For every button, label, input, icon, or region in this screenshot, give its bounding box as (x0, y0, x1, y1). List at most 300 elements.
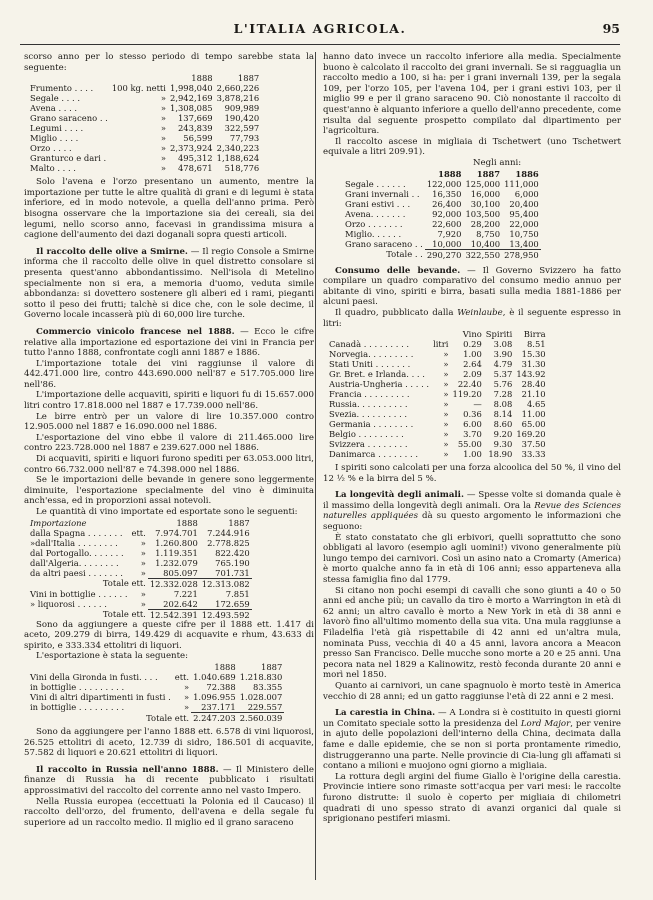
cell-value: 20,400 (509, 198, 539, 209)
paragraph: Sono da aggiungere per l'anno 1888 ett. 6.578 di vini liquorosi, 26.525 ettolitri di aceto, 12.739 di sidro, 186.501 di acquavite, 57.582 di liquori e 20.621 ettolitri di liquori. (24, 726, 314, 759)
table-row (327, 389, 548, 399)
cell-value: 22.40 (457, 379, 482, 390)
total-row (343, 249, 541, 260)
cell-value: 10,750 (509, 228, 539, 239)
table-row (28, 672, 284, 682)
section-smirne (24, 247, 314, 321)
cell-value: 202.642 (163, 598, 198, 609)
row-label: Orzo . . . . (30, 143, 72, 154)
table-row (28, 599, 252, 610)
row-label: Vini in bottiglie . . . . . . (30, 588, 128, 599)
section-text: — Ecco le cifre relative alla importazione ed esportazione dei vini in Francia per tutto l'anno 1888, confrontate cogli anni 1887 e 1886. (24, 326, 314, 359)
cell-value: » (140, 588, 146, 599)
cell-value: 143.92 (516, 369, 546, 380)
section-cina (323, 708, 621, 772)
cell-value: 3,878,216 (216, 93, 260, 104)
cell-value: 9.20 (493, 429, 513, 440)
row-label: dalla Spagna . . . . . . . (30, 527, 123, 538)
row-label: Grani invernali . . (345, 188, 420, 199)
cell-value: 2,660,226 (216, 83, 260, 94)
cell-value: » (160, 143, 166, 154)
russia-harvest-table (343, 169, 541, 260)
cell-value: 237.171 (201, 701, 236, 712)
paragraph: Nella Russia europea (eccettuati la Polonia ed il Caucaso) il raccolto dell'orzo, del frumento, dell'avena e della segale fu superiore ad un raccolto medio. Il miglio ed il grano saraceno (24, 796, 314, 828)
total-value: 278,950 (504, 249, 539, 260)
row-label: Grano saraceno . . (345, 238, 423, 249)
cell-value: 7.28 (493, 389, 513, 400)
cell-value: 30,100 (470, 198, 501, 209)
paragraph: L'esportazione del vino ebbe il valore di 211.465.000 lire contro 223.728.000 nel 1887 e 239.627.000 nel 1886. (24, 432, 314, 454)
cell-value: 495,312 (177, 153, 213, 164)
table-row (28, 83, 261, 93)
column-header: Vino (462, 329, 482, 340)
cell-value: » (140, 547, 146, 558)
cell-value: 1.119.351 (155, 547, 198, 558)
total-row (28, 609, 252, 620)
row-label: Avena . . . . (30, 103, 78, 114)
page-number: 95 (602, 21, 620, 36)
row-label: Avena. . . . . . . (345, 208, 406, 219)
text-run: , è il seguente espresso in litri: (323, 307, 621, 329)
row-label: Segale . . . . . . (345, 178, 406, 189)
wine-import-table (28, 518, 252, 620)
table-row (28, 163, 261, 173)
row-label: Frumento . . . . (30, 83, 94, 94)
cell-value: 1,998,040 (169, 83, 213, 94)
title-name: Lord Major (520, 718, 571, 729)
cell-value: » (160, 163, 166, 174)
paragraph: L'esportazione è stata la seguente: (36, 651, 189, 662)
cell-value: — (473, 399, 482, 410)
total-row (28, 712, 284, 723)
cell-value: » (160, 103, 166, 114)
cell-value: 2.778.825 (207, 537, 250, 548)
year-header: 1887 (228, 517, 250, 528)
table-row (343, 229, 541, 239)
cell-value: 7.851 (225, 588, 250, 599)
row-label: Stati Uniti . . . . . . . (329, 359, 411, 370)
cell-value: 31.30 (521, 359, 546, 370)
cell-value: 8.14 (493, 409, 513, 420)
cell-value: 3.08 (493, 339, 513, 350)
paragraph (323, 308, 621, 329)
cell-value: 822.420 (215, 547, 250, 558)
row-label: Danimarca . . . . . . . . (329, 449, 418, 460)
cell-value: 169.20 (516, 429, 546, 440)
year-header: 1888 (438, 168, 462, 179)
cell-value: 22,600 (432, 218, 462, 229)
cell-value: 13,400 (509, 238, 539, 249)
cell-value: 3.90 (493, 349, 513, 360)
cell-value: 72.388 (206, 681, 236, 692)
cell-value: » (443, 349, 449, 360)
paragraph: I spiriti sono calcolati per una forza alcoolica del 50 %, il vino del 12 ½ % e la birra del 5 %. (323, 463, 621, 484)
cell-value: 28.40 (521, 379, 546, 390)
total-value: 12.332.028 (149, 578, 198, 589)
cell-value: 2.09 (463, 369, 482, 380)
cell-value: » (140, 598, 146, 609)
cell-value: 1.260.800 (155, 537, 198, 548)
row-label: Grano saraceno . . (30, 113, 108, 124)
cell-value: 1.028.007 (239, 691, 283, 702)
row-label: Orzo . . . . . . . (345, 218, 403, 229)
section-heading: Il raccolto delle olive a Smirne. (36, 246, 188, 257)
section-text: — Il Governo Svizzero ha fatto compilare un quadro comparativo del consumo medio annuo per abitante di vino, spiriti e birra, basati sulla media 1881-1886 per alcuni paesi. (323, 265, 621, 308)
table-row (28, 692, 284, 702)
row-label: »dall'Italia . . . . . . . . (30, 537, 118, 548)
cell-value: » (160, 93, 166, 104)
row-label: Vini della Gironda in fusti. . . . (30, 671, 158, 682)
cell-value: 10,000 (432, 238, 462, 249)
cell-value: 7.221 (173, 588, 198, 599)
table-row (343, 219, 541, 229)
cell-value: » (160, 133, 166, 144)
cell-value: ett. (131, 527, 146, 538)
cell-value: 33.33 (521, 449, 546, 460)
row-label: Malto . . . . (30, 163, 76, 174)
page-header (20, 21, 620, 42)
cell-value: 16,000 (470, 188, 501, 199)
cell-value: 7.974.701 (155, 527, 198, 538)
cell-value: 1.040.689 (193, 671, 236, 682)
table-row (28, 143, 261, 153)
total-label: Totale ett. (102, 578, 146, 589)
cell-value: 5.76 (493, 379, 513, 390)
section-heading: La carestia in China. (335, 708, 436, 719)
row-label: Svezia. . . . . . . . . . (329, 409, 408, 420)
total-row (28, 578, 252, 589)
section-consumo (323, 266, 621, 308)
cell-value: » (443, 389, 449, 400)
cell-value: » (443, 379, 449, 390)
row-label: Austria-Ungheria . . . . . (329, 379, 430, 390)
table-row (327, 379, 548, 389)
table-row (327, 439, 548, 449)
cell-value: 7.244.916 (207, 527, 250, 538)
consumption-rows (327, 339, 548, 459)
section-heading: Il raccolto in Russia nell'anno 1888. (36, 764, 219, 775)
right-column (323, 52, 621, 825)
cell-value: 2.64 (463, 359, 482, 370)
cell-value: » (443, 359, 449, 370)
cell-value: 18.90 (488, 449, 513, 460)
cell-value: 4.79 (493, 359, 513, 370)
row-label: dall'Algeria. . . . . . . . (30, 557, 119, 568)
table-subhead: Importazione (30, 517, 87, 528)
row-label: Miglio . . . . (30, 133, 79, 144)
cell-value: 95,400 (509, 208, 539, 219)
cell-value: 5.37 (493, 369, 513, 380)
cell-value: » (443, 409, 449, 420)
total-label: Totale ett. (102, 609, 146, 620)
cell-value: 1.218.830 (239, 671, 283, 682)
paragraph: Se le importazioni delle bevande in genere sono leggermente diminuite, l'esportazione specialmente del vino è diminuita anch'essa, ed in proporzioni assai notevoli. (24, 475, 314, 507)
cell-value: 111,000 (504, 178, 539, 189)
table-row (28, 93, 261, 103)
column-header: Birra (523, 329, 546, 340)
table-row (28, 538, 252, 548)
row-label: dal Portogallo. . . . . . . (30, 547, 124, 558)
cell-value: 22,000 (509, 218, 539, 229)
total-value: 12.313.082 (201, 578, 250, 589)
section-russia (24, 765, 314, 797)
cell-value: 119.20 (452, 389, 482, 400)
cell-value: 0.36 (463, 409, 482, 420)
table-row (343, 189, 541, 199)
row-label: Russia. . . . . . . . . . (329, 399, 408, 410)
cell-value: 1.096.955 (193, 691, 236, 702)
cell-value: 10,400 (470, 238, 501, 249)
section-heading: La longevità degli animali. (335, 490, 464, 501)
cell-value: 1.00 (463, 349, 482, 360)
cell-value: 765.190 (215, 557, 250, 568)
cell-value: » (443, 399, 449, 410)
cell-value: 4.65 (526, 399, 546, 410)
cell-value: 8.60 (493, 419, 513, 430)
wine-import-rows (28, 528, 252, 579)
table-row (327, 449, 548, 459)
section-text: — Spesse volte si domanda quale è il massimo della longevità degli animali. Ora la (323, 490, 621, 511)
cell-value: 125,000 (465, 178, 501, 189)
paragraph: Le quantità di vino importate ed esportate sono le seguenti: (36, 507, 298, 517)
import-grain-table (28, 73, 261, 173)
row-label: Legumi . . . . (30, 123, 84, 134)
table-row (28, 103, 261, 113)
cell-value: 805.097 (163, 567, 198, 578)
row-label: Vini di altri dipartimenti in fusti . (30, 691, 171, 702)
total-value: 322,550 (465, 249, 501, 260)
cell-value: » (443, 369, 449, 380)
row-label: Germania . . . . . . . . (329, 419, 414, 430)
row-label: da altri paesi . . . . . . . (30, 567, 123, 578)
table-row (343, 209, 541, 219)
text-run: Il quadro, pubblicato dalla (335, 307, 458, 318)
paragraph: Quanto ai carnivori, un cane spagnuolo è morto testè in America vecchio di 28 anni; ed un gatto raggiunse l'età di 22 anni e 2 mesi. (323, 680, 621, 702)
cell-value: 7,920 (437, 228, 462, 239)
cell-value: 56,599 (183, 133, 213, 144)
wine-export-rows (28, 672, 284, 713)
table-row (343, 239, 541, 250)
section-francia (24, 327, 314, 359)
paragraph: La rottura degli argini del fiume Giallo è l'origine della carestia. Provincie intiere sono rimaste sott'acqua per vari mesi: le raccolte furono distrutte: il suolo è coperto per migliaia di chilometri quadrati di uno spesso strato di avanzi organici dal quale si sprigionano pestiferi miasmi. (323, 771, 621, 825)
cell-value: 100 kg. netti (111, 83, 166, 94)
paragraph: Sono da aggiungere a queste cifre per il 1888 ett. 1.417 di aceto, 209.279 di birra, 149.429 di acquavite e rhum, 43.633 di spirito, e 333.334 ettolitri di liquori. (24, 619, 314, 651)
year-header: 1888 (191, 73, 213, 84)
russia-harvest-rows (343, 179, 541, 250)
cell-value: 518,776 (224, 163, 260, 174)
paragraph: L'importazione totale dei vini raggiunse il valore di 442.471.000 lire, contro 443.690.000 nell'87 e 517.705.000 lire nell'86. (24, 358, 314, 390)
total-value: 12.493.592 (201, 609, 250, 620)
total-label: Totale ett. (146, 712, 190, 723)
paragraph: Solo l'avena e l'orzo presentano un aumento, mentre la importazione per tutte le altre qualità di grani e di legumi è stata inferiore, ed in modo notevole, a quella dell'anno prima. Però bisogna osservare che la importazione sia dei cereali, sia dei legumi, nello scorso anno, facevasi in grandissima misura a cagione dell'aumento dei dazi doganali sopra questi articoli. (24, 177, 314, 241)
paragraph: hanno dato invece un raccolto inferiore alla media. Specialmente buono è calcolato il raccolto dei grani invernali. Se si ragguaglia un raccolto medio a 100, si ha: per i grani invernali 139, per la segala 109, per l'orzo 105, per l'avena 104, per i grani estivi 103, per il miglio 99 e per il grano saraceno 90. Ciò nonostante il raccolto di quest'anno è alquanto inferiore a quello dell'anno precedente, come risulta dal seguente prospetto compilato dal dipartimento per l'agricoltura. (323, 52, 621, 137)
cell-value: 172.659 (215, 598, 250, 609)
cell-value: 8.51 (526, 339, 546, 350)
row-label: Svizzera . . . . . . . . (329, 439, 408, 450)
consumption-table (327, 329, 548, 459)
column-divider (315, 52, 316, 880)
total-value: 2.560.039 (239, 712, 283, 723)
cell-value: 1.232.079 (155, 557, 198, 568)
total-value: 12.542.391 (149, 609, 198, 620)
table-row (327, 429, 548, 439)
cell-value: » (443, 449, 449, 460)
cell-value: 190,420 (224, 113, 260, 124)
table-row (327, 339, 548, 349)
cell-value: 1,188,624 (216, 153, 260, 164)
cell-value: 909,989 (224, 103, 260, 114)
cell-value: 229.557 (247, 701, 283, 712)
row-label: Gr. Bret. e Irlanda. . . . (329, 369, 425, 380)
cell-value: » (183, 702, 190, 713)
section-text: — Il Ministero delle finanze di Russia ha di recente pubblicato i risultati approssimativi del raccolto del corrente anno nel vasto Impero. (24, 764, 314, 796)
cell-value: 9.30 (493, 439, 513, 450)
cell-value: 0.29 (463, 339, 482, 350)
table-row (327, 409, 548, 419)
section-heading: Commercio vinicolo francese nel 1888. (36, 326, 235, 337)
cell-value: 77,793 (229, 133, 260, 144)
cell-value: 3.70 (463, 429, 482, 440)
cell-value: » (443, 439, 449, 450)
section-text: , per venire in ajuto delle popolazioni dell'interno della China, decimata dalla fame e dalle epidemie, che se non si porta prontamente rimedio, distruggeranno una parte. Nelle provincie di Cia-lung gli affamati si contano a milioni e muojono ogni giorno a migliaia. (323, 718, 622, 772)
header-rule (20, 44, 620, 45)
row-label: Belgio . . . . . . . . . (329, 429, 404, 440)
cell-value: 28,200 (470, 218, 501, 229)
year-header: 1887 (476, 168, 501, 179)
cell-value: 11.00 (521, 409, 546, 420)
cell-value: 26,400 (432, 198, 462, 209)
section-longevita (323, 490, 621, 532)
column-header: Spiriti (485, 329, 513, 340)
total-value: 2.247.203 (193, 712, 236, 723)
year-header: 1887 (261, 661, 283, 672)
table-row (327, 359, 548, 369)
cell-value: » (140, 537, 146, 548)
import-grain-rows (28, 83, 261, 173)
cell-value: » (140, 557, 146, 568)
journal-title: L'ITALIA AGRICOLA. (233, 21, 407, 36)
table-row (343, 199, 541, 209)
paragraph: È stato constatato che gli erbivori, quelli soprattutto che sono obbligati al lavoro (esempio agli uomini!) vivono generalmente più lungo tempo dei carnivori. Così un asino nato a Cromarty (America) è morto qualche anno fa in età di 106 anni; esso apparteneva alla stessa famiglia fino dal 1779. (323, 532, 621, 586)
cell-value: 8,750 (476, 228, 501, 239)
cell-value: 92,000 (432, 208, 462, 219)
cell-value: 6.00 (463, 419, 482, 430)
section-text: — A Londra si è costituito in questi giorni un Comitato speciale sotto la presidenza del (323, 708, 622, 729)
cell-value: 65.00 (521, 419, 546, 430)
year-header: 1888 (214, 661, 236, 672)
paragraph: Il raccolto ascese in migliaia di Tschetwert (uno Tschetwert equivale a litri 209.91). (323, 136, 621, 158)
table-row (343, 179, 541, 189)
left-intro: scorso anno per lo stesso periodo di tempo sarebbe stata la seguente: (24, 52, 314, 73)
row-label: » liquorosi . . . . . . (30, 598, 107, 609)
section-text: — Il regio Console a Smirne informa che il raccolto delle olive in quel distretto consolare si presenta quest'anno abbondantissimo. Nell'isola di Metelino specialmente non si era, a memoria d'uomo, veduta simile abbondanza: si dovettero sostenere gli alberi ed i rami, pieganti sotto il peso dei frutti; talchè si dice che, con le sole decime, il Governo locale incasserà più di 60,000 lire turche. (24, 246, 314, 321)
wine-bottle-rows (28, 589, 252, 610)
total-value: 290,270 (426, 249, 462, 260)
cell-value: 16,350 (432, 188, 462, 199)
table-row (327, 369, 548, 379)
row-label: Grani estivi . . . (345, 198, 411, 209)
year-header: 1887 (237, 73, 260, 84)
paragraph: L'importazione delle acquaviti, spiriti e liquori fu di 15.657.000 litri contro 17.818.000 nel 1887 e 17.739.000 nell'86. (24, 390, 314, 412)
row-label: Canadà . . . . . . . . . (329, 339, 410, 350)
cell-value: 37.50 (521, 439, 546, 450)
paragraph: Si citano non pochi esempi di cavalli che sono giunti a 40 o 50 anni ed anche più; un cavallo da tiro è morto a Warrington in età di 62 anni; un altro cavallo è morto a New York in età di 38 anni e lavorò fino all'ultimo momento della sua vita. Una mula raggiunse a Filadelfia l'età già rispettabile di 42 anni ed un'altra mula, nominata Puss, vecchia di 40 a 45 anni, lavora ancora a Meacon presso San Francisco. Delle mucche sono morte a 20 e 25 anni. Una pecora nata nel 1829 a Kalinowitz, restò feconda durante 20 anni e morì nel 1850. (323, 585, 621, 681)
table-row (28, 682, 284, 692)
cell-value: 1.00 (463, 449, 482, 460)
left-column (24, 52, 314, 828)
table-row (327, 399, 548, 409)
publication-name: Revue des Sciences naturelles appliquées (323, 500, 621, 522)
cell-value: 243,839 (177, 123, 213, 134)
row-label: Granturco e dari . (30, 153, 107, 164)
cell-value: 21.10 (521, 389, 546, 400)
year-header: 1886 (515, 168, 539, 179)
cell-value: 122,000 (426, 178, 462, 189)
cell-value: 137,669 (177, 113, 213, 124)
cell-value: 701.731 (215, 567, 250, 578)
cell-value: 83.355 (253, 681, 283, 692)
wine-export-table (28, 662, 284, 723)
cell-value: 55.00 (457, 439, 482, 450)
row-label: in bottiglie . . . . . . . . . (30, 681, 125, 692)
table-row (28, 589, 252, 599)
paragraph: Di acquaviti, spiriti e liquori furono spediti per 63.053.000 litri, contro 66.732.000 nell'87 e 74.398.000 nel 1886. (24, 454, 314, 475)
row-label: Norvegia. . . . . . . . . (329, 349, 414, 360)
table-row (28, 558, 252, 568)
paragraph: Le birre entrò per un valore di lire 10.357.000 contro 12.905.000 nel 1887 e 16.090.000 nel 1886. (24, 411, 314, 433)
cell-value: litri (433, 339, 449, 350)
table-row (28, 123, 261, 133)
cell-value: 2,373,924 (169, 143, 213, 154)
table-caption: Negli anni: (473, 157, 522, 168)
cell-value: 103,500 (465, 208, 501, 219)
cell-value: » (140, 567, 146, 578)
cell-value: 2,942,169 (169, 93, 213, 104)
table-row (28, 113, 261, 123)
cell-value: » (160, 153, 166, 164)
cell-value: » (443, 429, 449, 440)
cell-value: » (443, 419, 449, 430)
table-row (327, 419, 548, 429)
cell-value: 322,597 (224, 123, 260, 134)
cell-value: 478,671 (177, 163, 213, 174)
row-label: in bottiglie . . . . . . . . . (30, 702, 125, 713)
table-row (28, 133, 261, 143)
table-row (28, 702, 284, 713)
table-row (28, 548, 252, 558)
row-label: Miglio. . . . . . (345, 228, 402, 239)
table-row (28, 153, 261, 163)
section-text: dà su questo argomento le informazioni che seguono: (323, 511, 621, 533)
table-row (28, 568, 252, 579)
cell-value: 6,000 (514, 188, 539, 199)
table-row (327, 349, 548, 359)
cell-value: » (160, 113, 166, 124)
cell-value: » (183, 691, 190, 702)
section-heading: Consumo delle bevande. (335, 265, 461, 276)
cell-value: 15.30 (521, 349, 546, 360)
total-label: Totale . . (386, 249, 423, 260)
table-row (28, 528, 252, 538)
cell-value: ett. (174, 671, 190, 682)
cell-value: 1,308,085 (169, 103, 213, 114)
cell-value: 8.08 (493, 399, 513, 410)
publication-name: Weinlaube (457, 307, 503, 318)
row-label: Segale . . . . (30, 93, 80, 104)
row-label: Francia . . . . . . . . . (329, 389, 410, 400)
cell-value: 2,340,223 (216, 143, 260, 154)
cell-value: » (183, 681, 190, 692)
